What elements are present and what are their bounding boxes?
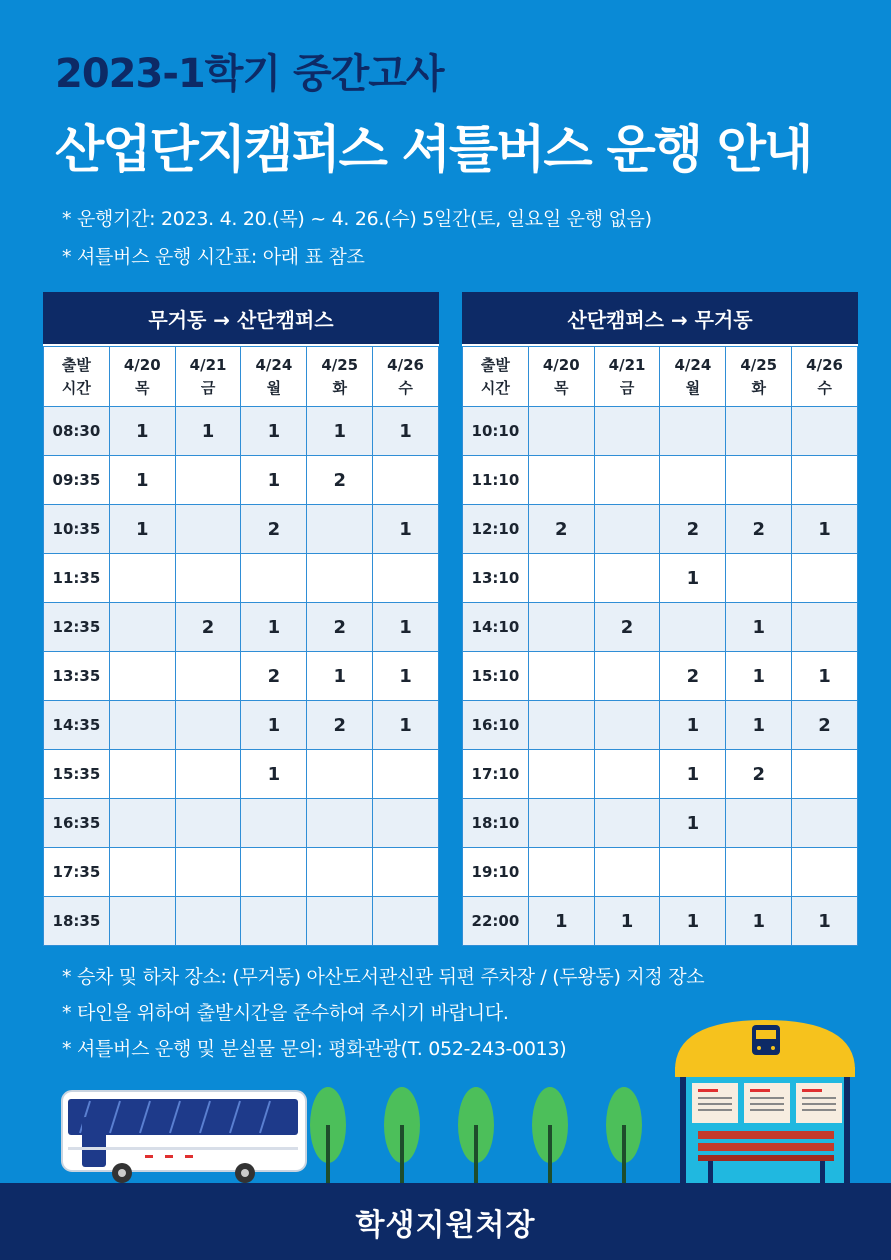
bus-count-cell: 1 (241, 456, 307, 505)
bus-count-cell (594, 407, 660, 456)
bus-count-cell (175, 554, 241, 603)
bus-count-cell (175, 456, 241, 505)
header-line-top: 4/26 (806, 355, 843, 374)
header-line-bottom: 목 (134, 378, 150, 397)
trees-group (300, 1085, 660, 1185)
bus-count-cell (241, 848, 307, 897)
departure-time-cell: 11:10 (463, 456, 529, 505)
header-departure-time (44, 347, 110, 407)
departure-time-cell: 15:10 (463, 652, 529, 701)
table-title: 산단캠퍼스 → 무거동 (462, 292, 858, 346)
table-row (463, 799, 858, 848)
bus-count-cell: 1 (660, 799, 726, 848)
bus-count-cell: 1 (660, 554, 726, 603)
bus-count-cell (175, 701, 241, 750)
table-row (463, 505, 858, 554)
header-line-bottom: 목 (553, 378, 569, 397)
bus-count-cell (307, 750, 373, 799)
header-line-top: 4/26 (387, 355, 424, 374)
departure-time-cell: 17:35 (44, 848, 110, 897)
departure-time-cell: 09:35 (44, 456, 110, 505)
table-row (463, 701, 858, 750)
bus-count-cell: 1 (528, 897, 594, 946)
bus-count-cell (528, 456, 594, 505)
bus-count-cell (528, 848, 594, 897)
bus-count-cell (373, 799, 439, 848)
header-departure-time (463, 347, 529, 407)
departure-time-cell: 15:35 (44, 750, 110, 799)
bus-count-cell (594, 652, 660, 701)
bus-count-cell (792, 407, 858, 456)
header-line-bottom: 화 (751, 378, 766, 397)
departure-time-cell: 10:35 (44, 505, 110, 554)
bus-count-cell: 1 (726, 652, 792, 701)
bus-count-cell: 1 (373, 603, 439, 652)
table-row (463, 603, 858, 652)
bus-count-cell (726, 456, 792, 505)
bus-count-cell: 1 (594, 897, 660, 946)
header-date (594, 347, 660, 407)
bus-count-cell: 2 (241, 505, 307, 554)
bus-count-cell (528, 652, 594, 701)
bus-count-cell (594, 799, 660, 848)
header-line-top: 4/25 (740, 355, 778, 374)
departure-time-cell: 12:10 (463, 505, 529, 554)
bus-count-cell (594, 456, 660, 505)
bus-count-cell: 1 (241, 701, 307, 750)
bus-count-cell (373, 554, 439, 603)
bus-count-cell (594, 750, 660, 799)
timetable-left (43, 346, 439, 946)
bus-count-cell (594, 848, 660, 897)
bus-count-cell: 1 (373, 652, 439, 701)
bus-count-cell: 1 (373, 701, 439, 750)
bus-count-cell (660, 603, 726, 652)
bus-illustration (60, 1085, 310, 1185)
header-line-bottom: 금 (619, 378, 635, 397)
note-timetable: * 셔틀버스 운행 시간표: 아래 표 참조 (62, 246, 365, 268)
header-date (660, 347, 726, 407)
table-row (44, 799, 439, 848)
bus-count-cell (175, 505, 241, 554)
footer-signature: 학생지원처장 (355, 1207, 536, 1243)
tree-icon (310, 1087, 346, 1185)
bus-count-cell (175, 897, 241, 946)
table-row (44, 505, 439, 554)
note-punctuality: * 타인을 위하여 출발시간을 준수하여 주시기 바랍니다. (62, 1002, 509, 1024)
bus-count-cell: 1 (792, 897, 858, 946)
bus-count-cell (373, 897, 439, 946)
table-row (44, 456, 439, 505)
header-line-bottom: 월 (685, 378, 701, 397)
bus-count-cell: 1 (241, 750, 307, 799)
bus-count-cell: 2 (792, 701, 858, 750)
bus-count-cell (726, 799, 792, 848)
note-period: * 운행기간: 2023. 4. 20.(목) ~ 4. 26.(수) 5일간(토, 일요일 운행 없음) (62, 208, 652, 230)
bus-count-cell: 2 (307, 456, 373, 505)
header-line-bottom: 수 (398, 378, 413, 397)
header-line-bottom: 금 (200, 378, 216, 397)
departure-time-cell: 08:30 (44, 407, 110, 456)
header-line-top: 출발 (480, 355, 510, 374)
bus-count-cell (373, 456, 439, 505)
bus-count-cell (528, 701, 594, 750)
title-line1: 2023-1학기 중간고사 (55, 51, 444, 97)
table-row (44, 701, 439, 750)
bus-count-cell: 1 (660, 897, 726, 946)
bus-count-cell (792, 750, 858, 799)
bus-count-cell (660, 407, 726, 456)
header-line-top: 4/21 (608, 355, 646, 374)
bus-count-cell (175, 750, 241, 799)
bus-count-cell: 2 (726, 750, 792, 799)
bus-count-cell: 2 (175, 603, 241, 652)
bus-count-cell (109, 554, 175, 603)
departure-time-cell: 13:35 (44, 652, 110, 701)
header-line-bottom: 수 (817, 378, 832, 397)
header-line-top: 4/20 (123, 355, 161, 374)
header-date (109, 347, 175, 407)
bus-count-cell (594, 505, 660, 554)
header-date (528, 347, 594, 407)
table-campus-to-mugeo (462, 292, 858, 946)
bus-count-cell: 1 (726, 897, 792, 946)
bus-count-cell (109, 848, 175, 897)
bus-count-cell: 1 (726, 603, 792, 652)
header-date (373, 347, 439, 407)
bus-count-cell (792, 456, 858, 505)
bus-count-cell: 2 (726, 505, 792, 554)
header-date (241, 347, 307, 407)
bus-count-cell: 1 (660, 701, 726, 750)
footer-bar (0, 1183, 891, 1260)
header-line-bottom: 시간 (61, 378, 91, 397)
bus-count-cell (175, 848, 241, 897)
bus-count-cell (528, 407, 594, 456)
bus-count-cell (594, 701, 660, 750)
table-row (463, 554, 858, 603)
table-row (44, 897, 439, 946)
bus-count-cell: 1 (726, 701, 792, 750)
header-line-bottom: 월 (266, 378, 282, 397)
departure-time-cell: 17:10 (463, 750, 529, 799)
table-row (463, 407, 858, 456)
header-line-top: 4/24 (674, 355, 712, 374)
bus-count-cell (792, 848, 858, 897)
table-row (44, 603, 439, 652)
bus-count-cell (792, 799, 858, 848)
header-date (792, 347, 858, 407)
header-date (726, 347, 792, 407)
bus-count-cell (528, 554, 594, 603)
bus-count-cell (307, 554, 373, 603)
bus-count-cell (307, 848, 373, 897)
bus-count-cell (109, 750, 175, 799)
bus-count-cell: 1 (307, 652, 373, 701)
bus-count-cell: 1 (109, 505, 175, 554)
table-row (44, 652, 439, 701)
bus-count-cell (307, 799, 373, 848)
timetable-right (462, 346, 858, 946)
bus-count-cell: 2 (528, 505, 594, 554)
bus-count-cell (726, 848, 792, 897)
table-mugeo-to-campus (43, 292, 439, 946)
header-line-top: 4/20 (542, 355, 580, 374)
bus-count-cell (109, 897, 175, 946)
bus-count-cell: 2 (594, 603, 660, 652)
table-row (44, 848, 439, 897)
note-location: * 승차 및 하차 장소: (무거동) 아산도서관신관 뒤편 주차장 / (두왕동) 지정 장소 (62, 966, 705, 988)
header-line-top: 4/24 (255, 355, 293, 374)
bus-count-cell (792, 554, 858, 603)
bus-count-cell: 1 (373, 407, 439, 456)
bus-count-cell (726, 554, 792, 603)
bus-count-cell (109, 701, 175, 750)
bus-count-cell (307, 897, 373, 946)
departure-time-cell: 18:10 (463, 799, 529, 848)
table-row (44, 750, 439, 799)
bus-sign-icon (752, 1025, 780, 1055)
bus-count-cell: 1 (109, 407, 175, 456)
table-row (463, 750, 858, 799)
bus-count-cell: 1 (307, 407, 373, 456)
bus-count-cell (109, 603, 175, 652)
departure-time-cell: 14:10 (463, 603, 529, 652)
bus-count-cell (241, 897, 307, 946)
header-line-bottom: 시간 (480, 378, 510, 397)
header-line-top: 4/21 (189, 355, 227, 374)
departure-time-cell: 12:35 (44, 603, 110, 652)
bus-count-cell (726, 407, 792, 456)
bus-count-cell (373, 848, 439, 897)
bus-count-cell: 2 (307, 603, 373, 652)
tree-icon (458, 1087, 494, 1185)
title-line2: 산업단지캠퍼스 셔틀버스 운행 안내 (55, 121, 812, 180)
departure-time-cell: 22:00 (463, 897, 529, 946)
bus-count-cell (528, 603, 594, 652)
bus-count-cell (241, 554, 307, 603)
bus-count-cell: 2 (241, 652, 307, 701)
bus-count-cell: 1 (792, 505, 858, 554)
bus-count-cell (109, 799, 175, 848)
bus-count-cell: 2 (660, 505, 726, 554)
bus-count-cell: 1 (792, 652, 858, 701)
bus-count-cell (241, 799, 307, 848)
departure-time-cell: 11:35 (44, 554, 110, 603)
bus-count-cell (792, 603, 858, 652)
bus-count-cell: 1 (175, 407, 241, 456)
bus-count-cell (660, 456, 726, 505)
header-date (175, 347, 241, 407)
table-row (463, 848, 858, 897)
table-title: 무거동 → 산단캠퍼스 (43, 292, 439, 346)
bus-count-cell (373, 750, 439, 799)
bus-count-cell (307, 505, 373, 554)
header-date (307, 347, 373, 407)
bus-count-cell: 2 (307, 701, 373, 750)
departure-time-cell: 16:35 (44, 799, 110, 848)
bus-count-cell (594, 554, 660, 603)
bus-count-cell (660, 848, 726, 897)
bus-count-cell: 1 (660, 750, 726, 799)
bus-count-cell: 1 (241, 603, 307, 652)
departure-time-cell: 19:10 (463, 848, 529, 897)
departure-time-cell: 16:10 (463, 701, 529, 750)
table-row (463, 652, 858, 701)
bus-count-cell: 1 (373, 505, 439, 554)
departure-time-cell: 14:35 (44, 701, 110, 750)
departure-time-cell: 10:10 (463, 407, 529, 456)
header-line-bottom: 화 (332, 378, 347, 397)
tree-icon (606, 1087, 642, 1185)
bus-count-cell (175, 652, 241, 701)
bus-count-cell (528, 750, 594, 799)
bus-count-cell (175, 799, 241, 848)
note-contact: * 셔틀버스 운행 및 분실물 문의: 평화관광(T. 052-243-0013) (62, 1038, 567, 1060)
bus-count-cell (528, 799, 594, 848)
bus-count-cell: 1 (241, 407, 307, 456)
tree-icon (532, 1087, 568, 1185)
table-row (44, 407, 439, 456)
departure-time-cell: 13:10 (463, 554, 529, 603)
bus-count-cell (109, 652, 175, 701)
bus-count-cell: 2 (660, 652, 726, 701)
table-row (44, 554, 439, 603)
bus-stop-illustration (670, 1015, 860, 1185)
header-line-top: 출발 (61, 355, 91, 374)
header-line-top: 4/25 (321, 355, 359, 374)
bus-count-cell: 1 (109, 456, 175, 505)
departure-time-cell: 18:35 (44, 897, 110, 946)
tree-icon (384, 1087, 420, 1185)
table-row (463, 897, 858, 946)
table-row (463, 456, 858, 505)
